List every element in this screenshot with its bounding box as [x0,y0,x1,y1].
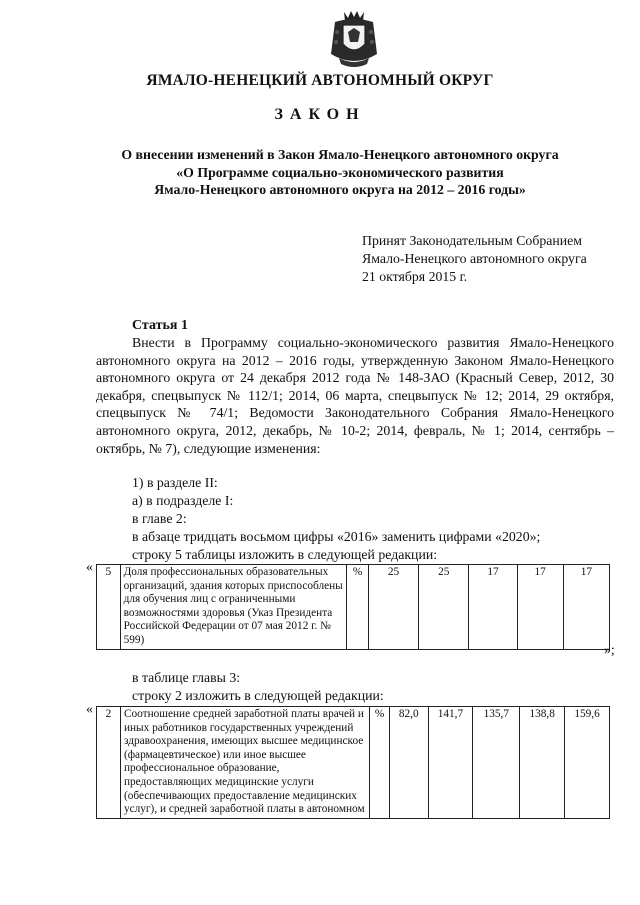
subject-line-2: «О Программе социально-экономического развития [176,164,504,180]
close-quote-1: »; [604,642,615,657]
row-value: 25 [368,565,418,650]
adoption-note [362,232,632,286]
item-section-2: 1) в разделе II: [132,475,218,490]
adoption-line-2: Ямало-Ненецкого автономного округа [362,251,587,266]
item-chapter-3-table: в таблице главы 3: [132,670,241,685]
table-row [97,565,610,650]
subject-line-1: О внесении изменений в Закон Ямало-Ненецкого автономного округа [121,147,559,162]
row-value: 135,7 [473,707,520,819]
item-row-2: строку 2 изложить в следующей редакции: [132,688,384,703]
row-unit: % [347,565,369,650]
table-row-5 [96,564,610,650]
item-chapter-2: в главе 2: [132,511,187,526]
table-row [97,707,610,819]
subject-line-3: Ямало-Ненецкого автономного округа на 2012 – 2016 годы» [154,182,526,197]
row-number: 2 [97,707,121,819]
adoption-line-3: 21 октября 2015 г. [362,269,468,284]
row-value: 17 [563,565,609,650]
row-unit: % [370,707,390,819]
row-value: 159,6 [565,707,610,819]
row-value: 141,7 [428,707,473,819]
law-subject [40,146,640,199]
row-value: 17 [469,565,517,650]
region-title: ЯМАЛО-НЕНЕЦКИЙ АВТОНОМНЫЙ ОКРУГ [146,72,494,89]
row-value: 25 [419,565,469,650]
row-value: 17 [517,565,563,650]
open-quote-2: « [86,702,93,717]
row-number: 5 [97,565,121,650]
open-quote-1: « [86,560,93,575]
document-type: ЗАКОН [274,106,366,123]
adoption-line-1: Принят Законодательным Собранием [362,233,582,248]
table-row-2 [96,706,610,819]
row-value: 138,8 [520,707,565,819]
item-paragraph-38: в абзаце тридцать восьмом цифры «2016» заменить цифрами «2020»; [132,529,541,544]
article-text: Внести в Программу социально-экономического развития Ямало-Ненецкого автономного округа на 2012 – 2016 годы, утвержденную Законом Ямало-Ненецкого автономного округа от 24 декабря 2012 года № 148-ЗАО (Красный Север, 2012, 30 декабря, спецвыпуск № 112/1; 2014, 06 марта, спецвыпуск № 12; 2014, 29 октября, спецвыпуск № 74/1; Ведомости Законодательного Собрания Ямало-Ненецкого автономного округа, 2012, декабрь, № 10-2; 2014, февраль, № 1; 2014, сентябрь – октябрь, № 7), следующие изменения: [96,335,614,456]
row-value: 82,0 [389,707,428,819]
item-row-5: строку 5 таблицы изложить в следующей редакции: [132,547,438,562]
item-subsection-1: а) в подразделе I: [132,493,234,508]
article-title: Статья 1 [132,318,188,333]
row-description: Доля профессиональных образовательных организаций, здания которых приспособлены для обучения лиц с ограниченными возможностями здоровья (Указ Президента Российской Федерации от 07 мая 2012 г. № 599) [120,565,347,650]
row-description: Соотношение средней заработной платы врачей и иных работников государственных учреждений здравоохранения, имеющих высшее медицинское (фармацевтическое) или иное высшее профессиональное образование, предоставляющих медицинские услуги (обеспечивающих предоставление медицинских услуг), и средней заработной платы в автономном [120,707,369,819]
coat-of-arms-icon [327,8,381,70]
